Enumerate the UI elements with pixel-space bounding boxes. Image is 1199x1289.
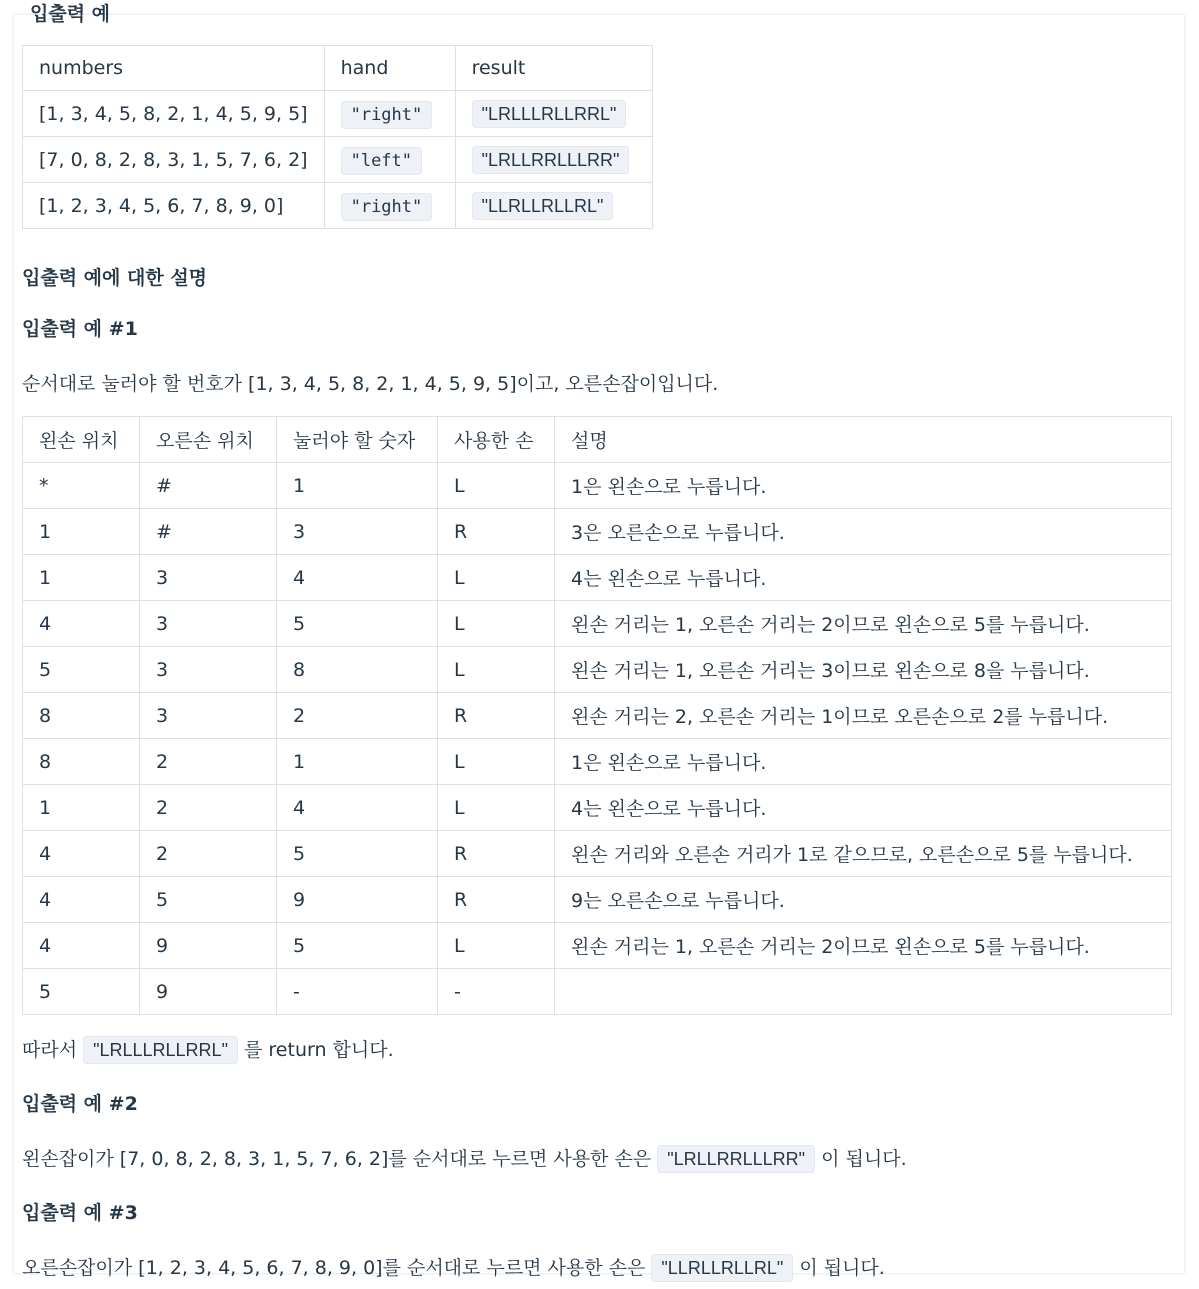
used-hand-cell: L	[438, 785, 555, 831]
code-value: "LRLLRRLLLRR"	[472, 146, 630, 174]
used-hand-cell: R	[438, 831, 555, 877]
code-value: "LLRLLRLLRL"	[472, 192, 614, 220]
header-cell: 설명	[555, 417, 1172, 463]
used-hand-cell: L	[438, 647, 555, 693]
right-hand-cell: #	[140, 463, 277, 509]
target-number-cell: -	[277, 969, 438, 1015]
numbers-cell: [7, 0, 8, 2, 8, 3, 1, 5, 7, 6, 2]	[23, 137, 325, 183]
case2-heading: 입출력 예 #2	[22, 1093, 138, 1115]
left-hand-cell: 4	[23, 831, 140, 877]
code-value: "LLRLLRLLRL"	[651, 1254, 793, 1282]
case-text: 오른손잡이가 [1, 2, 3, 4, 5, 6, 7, 8, 9, 0]를 순서대로 누르면 사용한 손은	[22, 1257, 646, 1279]
code-value: "left"	[341, 147, 422, 175]
explanation-heading: 입출력 예에 대한 설명	[22, 267, 208, 289]
used-hand-cell: -	[438, 969, 555, 1015]
walkthrough-table	[22, 416, 1172, 1015]
table-row	[23, 877, 1172, 923]
used-hand-cell: L	[438, 601, 555, 647]
case2-text	[22, 1144, 907, 1171]
table-row	[23, 601, 1172, 647]
target-number-cell: 1	[277, 463, 438, 509]
hand-cell	[324, 91, 455, 137]
target-number-cell: 8	[277, 647, 438, 693]
header-cell: hand	[324, 46, 455, 91]
description-cell: 3은 오른손으로 누릅니다.	[555, 509, 1172, 555]
case3-heading: 입출력 예 #3	[22, 1202, 138, 1224]
table-row	[23, 739, 1172, 785]
description-cell	[555, 969, 1172, 1015]
table-header-row	[23, 417, 1172, 463]
right-hand-cell: 5	[140, 877, 277, 923]
right-hand-cell: 2	[140, 831, 277, 877]
right-hand-cell: 9	[140, 923, 277, 969]
case-text: 이 됩니다.	[821, 1148, 907, 1170]
table-row	[23, 923, 1172, 969]
code-value: "right"	[341, 101, 433, 129]
table-row	[23, 555, 1172, 601]
right-hand-cell: 9	[140, 969, 277, 1015]
code-value: "LRLLLRLLRRL"	[472, 100, 627, 128]
left-hand-cell: 8	[23, 693, 140, 739]
description-cell: 왼손 거리는 1, 오른손 거리는 3이므로 왼손으로 8을 누릅니다.	[555, 647, 1172, 693]
description-cell: 왼손 거리는 1, 오른손 거리는 2이므로 왼손으로 5를 누릅니다.	[555, 923, 1172, 969]
header-cell: 사용한 손	[438, 417, 555, 463]
description-cell: 1은 왼손으로 누릅니다.	[555, 739, 1172, 785]
header-cell: 오른손 위치	[140, 417, 277, 463]
result-cell	[455, 137, 652, 183]
used-hand-cell: L	[438, 739, 555, 785]
case1-intro: 순서대로 눌러야 할 번호가 [1, 3, 4, 5, 8, 2, 1, 4, 5, 9, 5]이고, 오른손잡이입니다.	[22, 373, 719, 395]
target-number-cell: 9	[277, 877, 438, 923]
left-hand-cell: 1	[23, 555, 140, 601]
right-hand-cell: 3	[140, 693, 277, 739]
code-value: "LRLLLRLLRRL"	[83, 1036, 238, 1064]
header-cell: 눌러야 할 숫자	[277, 417, 438, 463]
target-number-cell: 4	[277, 555, 438, 601]
code-value: "right"	[341, 193, 433, 221]
conclusion-text: 따라서	[22, 1039, 78, 1061]
table-row	[23, 785, 1172, 831]
table-row	[23, 463, 1172, 509]
header-cell: result	[455, 46, 652, 91]
description-cell: 4는 왼손으로 누릅니다.	[555, 785, 1172, 831]
right-hand-cell: 3	[140, 601, 277, 647]
left-hand-cell: 4	[23, 877, 140, 923]
table-row	[23, 91, 653, 137]
numbers-cell: [1, 3, 4, 5, 8, 2, 1, 4, 5, 9, 5]	[23, 91, 325, 137]
case-text: 왼손잡이가 [7, 0, 8, 2, 8, 3, 1, 5, 7, 6, 2]를 순서대로 누르면 사용한 손은	[22, 1148, 652, 1170]
description-cell: 왼손 거리는 1, 오른손 거리는 2이므로 왼손으로 5를 누릅니다.	[555, 601, 1172, 647]
case-text: 이 됩니다.	[799, 1257, 885, 1279]
used-hand-cell: R	[438, 877, 555, 923]
case3-text	[22, 1253, 885, 1280]
header-cell: numbers	[23, 46, 325, 91]
left-hand-cell: 5	[23, 647, 140, 693]
used-hand-cell: L	[438, 555, 555, 601]
result-cell	[455, 183, 652, 229]
used-hand-cell: R	[438, 693, 555, 739]
right-hand-cell: 2	[140, 785, 277, 831]
header-cell: 왼손 위치	[23, 417, 140, 463]
target-number-cell: 2	[277, 693, 438, 739]
target-number-cell: 5	[277, 601, 438, 647]
left-hand-cell: 5	[23, 969, 140, 1015]
target-number-cell: 4	[277, 785, 438, 831]
left-hand-cell: *	[23, 463, 140, 509]
target-number-cell: 5	[277, 923, 438, 969]
left-hand-cell: 1	[23, 785, 140, 831]
table-row	[23, 831, 1172, 877]
left-hand-cell: 4	[23, 923, 140, 969]
used-hand-cell: L	[438, 923, 555, 969]
right-hand-cell: #	[140, 509, 277, 555]
code-value: "LRLLRRLLLRR"	[657, 1145, 815, 1173]
used-hand-cell: L	[438, 463, 555, 509]
section-heading: 입출력 예	[30, 3, 111, 25]
target-number-cell: 5	[277, 831, 438, 877]
table-row	[23, 509, 1172, 555]
description-cell: 왼손 거리와 오른손 거리가 1로 같으므로, 오른손으로 5를 누릅니다.	[555, 831, 1172, 877]
problem-description	[14, 3, 1184, 1279]
right-hand-cell: 3	[140, 555, 277, 601]
table-row	[23, 137, 653, 183]
conclusion-text: 를 return 합니다.	[244, 1039, 394, 1061]
description-cell: 9는 오른손으로 누릅니다.	[555, 877, 1172, 923]
description-cell: 왼손 거리는 2, 오른손 거리는 1이므로 오른손으로 2를 누릅니다.	[555, 693, 1172, 739]
target-number-cell: 3	[277, 509, 438, 555]
hand-cell	[324, 137, 455, 183]
numbers-cell: [1, 2, 3, 4, 5, 6, 7, 8, 9, 0]	[23, 183, 325, 229]
left-hand-cell: 8	[23, 739, 140, 785]
description-cell: 4는 왼손으로 누릅니다.	[555, 555, 1172, 601]
description-cell: 1은 왼손으로 누릅니다.	[555, 463, 1172, 509]
table-row	[23, 693, 1172, 739]
table-row	[23, 969, 1172, 1015]
case1-heading: 입출력 예 #1	[22, 318, 138, 340]
hand-cell	[324, 183, 455, 229]
table-row	[23, 183, 653, 229]
case1-conclusion	[22, 1035, 394, 1062]
left-hand-cell: 1	[23, 509, 140, 555]
table-row	[23, 647, 1172, 693]
right-hand-cell: 2	[140, 739, 277, 785]
left-hand-cell: 4	[23, 601, 140, 647]
table-header-row	[23, 46, 653, 91]
right-hand-cell: 3	[140, 647, 277, 693]
target-number-cell: 1	[277, 739, 438, 785]
used-hand-cell: R	[438, 509, 555, 555]
result-cell	[455, 91, 652, 137]
example-table	[22, 45, 653, 229]
